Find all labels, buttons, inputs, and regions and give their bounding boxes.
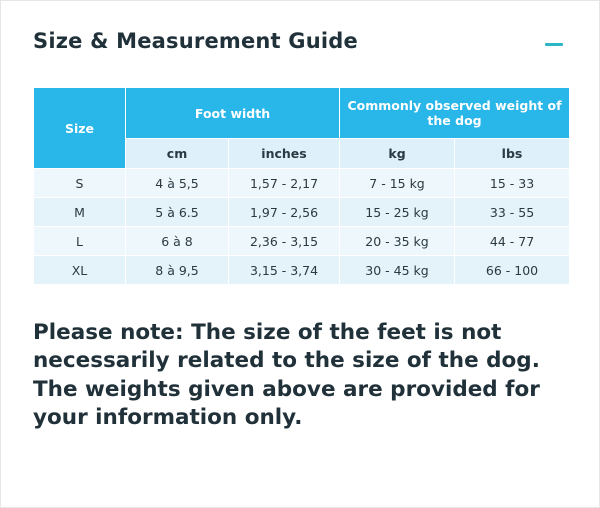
size-guide-note: Please note: The size of the feet is not necessarily related to the size of the dog. The weights given above are provided for your information only. <box>33 320 540 431</box>
cell-lbs: 15 - 33 <box>455 169 570 198</box>
subheader-kg: kg <box>340 139 455 169</box>
column-header-weight: Commonly observed weight of the dog <box>340 88 570 139</box>
cell-size: L <box>34 227 126 256</box>
subheader-inches: inches <box>229 139 340 169</box>
table-row <box>34 256 570 285</box>
cell-size: S <box>34 169 126 198</box>
cell-kg: 20 - 35 kg <box>340 227 455 256</box>
subheader-lbs: lbs <box>455 139 570 169</box>
page-title: Size & Measurement Guide <box>33 29 358 53</box>
table-row <box>34 169 570 198</box>
subheader-cm: cm <box>126 139 229 169</box>
cell-inches: 1,57 - 2,17 <box>229 169 340 198</box>
cell-size: XL <box>34 256 126 285</box>
cell-inches: 1,97 - 2,56 <box>229 198 340 227</box>
size-measurement-table <box>33 87 570 285</box>
cell-cm: 6 à 8 <box>126 227 229 256</box>
cell-kg: 30 - 45 kg <box>340 256 455 285</box>
column-header-foot-width: Foot width <box>126 88 340 139</box>
panel-header <box>33 29 567 57</box>
cell-inches: 2,36 - 3,15 <box>229 227 340 256</box>
cell-cm: 8 à 9,5 <box>126 256 229 285</box>
minus-icon-bar <box>545 43 563 46</box>
cell-cm: 5 à 6.5 <box>126 198 229 227</box>
column-header-size: Size <box>34 88 126 169</box>
cell-kg: 7 - 15 kg <box>340 169 455 198</box>
cell-inches: 3,15 - 3,74 <box>229 256 340 285</box>
table-row <box>34 198 570 227</box>
cell-lbs: 44 - 77 <box>455 227 570 256</box>
cell-size: M <box>34 198 126 227</box>
table-header-row <box>34 88 570 139</box>
cell-lbs: 33 - 55 <box>455 198 570 227</box>
cell-kg: 15 - 25 kg <box>340 198 455 227</box>
cell-cm: 4 à 5,5 <box>126 169 229 198</box>
cell-lbs: 66 - 100 <box>455 256 570 285</box>
minus-icon[interactable] <box>541 31 567 57</box>
table-row <box>34 227 570 256</box>
